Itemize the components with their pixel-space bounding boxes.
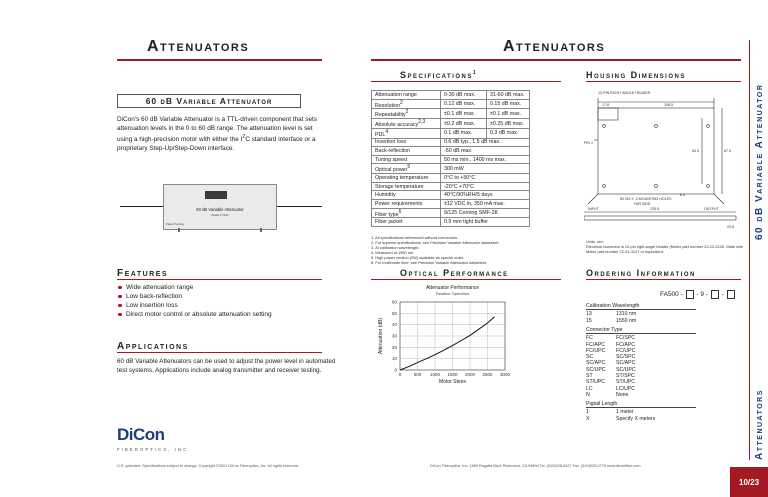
side-label-bottom: Attenuators	[754, 389, 765, 460]
x-tick-label: 0	[398, 372, 402, 377]
list-item: FC FC/SPC	[586, 335, 636, 342]
features-heading: Features	[117, 268, 169, 279]
intro-paragraph: DiCon’s 60 dB Variable Attenuator is a TTL-driven component that sets attenuation levels in the 0 to 60 dB range. The attenuation level is set using a high-precision motor with either the $I^2C$ standard interface or a proprietary Step-Up/Step-Down interface.	[117, 116, 317, 152]
output-label: OUTPUT	[704, 207, 719, 211]
dim-label: 6.5	[680, 193, 685, 197]
table-row: Humidity 40°C/90%RH/5 days	[372, 191, 530, 200]
device-model: Model # 1234	[211, 213, 229, 217]
specs-underline	[371, 81, 561, 82]
input-leader	[588, 194, 598, 204]
table-row: Tuning speed 50 ms min., 1400 ms max.	[372, 155, 530, 164]
footer-contact: DiCon Fiberoptics, Inc. 1689 Regatta Blvd. Richmond, CA 94804 Tel. (510)528-0427 Fax. (510)525-0776 www.diconfiber.com	[430, 464, 641, 468]
table-row: Attenuation range 0-30 dB max. 31-60 dB max.	[372, 91, 530, 100]
table-row: Repeatability2 ±0.1 dB max. ±0.1 dB max.	[372, 109, 530, 119]
x-tick-label: 1000	[429, 372, 441, 377]
pin-header-label: 12-PIN RIGHT ANGLE HEADER	[598, 91, 651, 95]
features-list	[117, 283, 272, 319]
ordering-underline	[586, 279, 741, 280]
housing-dimensions-heading: Housing Dimensions	[586, 70, 686, 80]
part-field	[686, 290, 694, 299]
y-tick-label: 30	[391, 333, 397, 339]
pigtail-length-section: Pigtail Length 1 1 meter X Specify X meters	[586, 401, 696, 422]
mount-hole	[707, 185, 710, 188]
output-leader	[714, 194, 724, 204]
mount-hole	[603, 185, 606, 188]
y-tick-label: 60	[391, 299, 397, 305]
chart-title: Attenuator Performance	[425, 285, 480, 291]
list-item: X Specify X meters	[586, 415, 656, 422]
attenuation-chart	[376, 283, 556, 383]
note-item: 5. High power version (2W) available as special order.	[371, 255, 464, 260]
side-divider	[749, 40, 750, 460]
list-item: FC/APC FC/APC	[586, 341, 636, 348]
connector-type-section: Connector Type FC FC/SPC FC/APC FC/APC FC/UPC FC/UPC SC SC/SPC SC/APC SC/APC SC/UPC SC/UPC ST ST/SPC ST/UPC ST/UPC LC LC/UPC N None	[586, 327, 696, 398]
list-item: ST/UPC ST/UPC	[586, 379, 636, 386]
device-fiber-left	[120, 206, 164, 207]
device-fiber-right	[276, 206, 322, 207]
logo-tagline: FIBEROPTICS, INC	[117, 447, 189, 452]
list-item: 13 1310 nm	[586, 311, 637, 318]
housing-underline	[586, 81, 741, 82]
side-label-top: 60 dB Variable Attenuator	[754, 83, 765, 240]
list-item: SC/UPC SC/UPC	[586, 366, 636, 373]
right-page-title: Attenuators	[503, 38, 606, 55]
part-field	[711, 290, 719, 299]
part-field	[727, 290, 735, 299]
dicon-logo	[117, 425, 188, 452]
spec-notes	[371, 235, 499, 265]
dim-label: 67.0	[724, 149, 731, 153]
footer-copyright: U.S. patented. Specifications subject to change. Copyright ©2001 DiCon Fiberoptics, Inc. All rights reserved.	[117, 464, 299, 468]
optical-performance-heading: Optical Performance	[400, 268, 509, 278]
table-row: Absolute accuracy2,3 ±0.2 dB max. ±0.25 dB max.	[372, 119, 530, 129]
mount-hole	[707, 125, 710, 128]
x-tick-label: 2500	[482, 372, 493, 377]
far-side-label: FAR SIDE	[634, 202, 651, 206]
x-tick-label: 500	[413, 372, 422, 377]
input-label: INPUT	[588, 207, 599, 211]
device-display	[205, 191, 227, 199]
mount-hole	[603, 125, 606, 128]
logo-word: DiCon	[117, 425, 165, 444]
device-label: 60 dB Variable Attenuator	[196, 207, 244, 212]
list-item: 1 1 meter	[586, 409, 634, 416]
note-item: 1. All specifications referenced without connectors.	[371, 235, 459, 240]
y-tick-label: 20	[391, 344, 397, 350]
note-item: 3. At calibration wavelength.	[371, 245, 420, 250]
note-item: 6. For multimode fiber, see Precision Variable Attenuator datasheet.	[371, 260, 488, 265]
list-item: Direct motor control or absolute attenuation setting	[117, 310, 272, 319]
list-item: 15 1550 nm	[586, 317, 637, 324]
y-tick-label: 10	[391, 356, 397, 362]
table-row: Power requirements ±12 VDC in, 350 mA max.	[372, 199, 530, 208]
dim-label: 135.5	[650, 207, 659, 211]
calibration-wavelength-section: Calibration Wavelength 13 1310 nm 15 1550 nm	[586, 303, 696, 324]
x-axis-label: Motor Steps	[439, 379, 466, 383]
list-item: ST ST/SPC	[586, 373, 635, 380]
dim-label: 54.0	[692, 149, 699, 153]
page-number: 10/23	[730, 467, 768, 497]
side-view	[584, 216, 736, 220]
specifications-table	[371, 90, 530, 227]
device-patent: Patent Pending	[166, 223, 184, 226]
mount-label: 6X M3 X .5 MOUNTING HOLES	[620, 197, 672, 201]
dim-label: 17.8	[602, 103, 609, 107]
units-note: Units: mm Electrical connector is 12-pin right-angle header (Molex part number 22-12-2126. Mate with Molex part number 22-01-3127 or equivalent.	[586, 239, 744, 254]
table-row: PDL4 0.1 dB max. 0.3 dB max.	[372, 128, 530, 138]
applications-text: 60 dB Variable Attenuators can be used to adjust the power level in automated test systems. Applications include analog transmitter and receiver testing.	[117, 358, 336, 375]
pin1-label: PIN 1	[584, 141, 593, 145]
list-item: SC/APC SC/APC	[586, 360, 636, 367]
list-item: Low back-reflection	[117, 292, 272, 301]
mount-hole	[655, 185, 658, 188]
table-row: Storage temperature -20°C +70°C	[372, 182, 530, 191]
optical-underline	[371, 279, 561, 280]
x-tick-label: 1500	[447, 372, 458, 377]
table-row: Fiber jacket 0.9 mm tight buffer	[372, 218, 530, 227]
device-foot	[260, 228, 262, 232]
table-row: Resolution2 0.12 dB max. 0.15 dB max.	[372, 99, 530, 109]
device-photo	[163, 184, 277, 230]
note-item: 2. For superior specifications, see Precision Variable Attenuator datasheet.	[371, 240, 500, 245]
title-underline-right	[371, 59, 741, 61]
x-tick-label: 3000	[499, 372, 511, 377]
table-row: Fiber type6 9/125 Corning SMF-28	[372, 208, 530, 218]
features-underline	[117, 279, 322, 280]
header-outline	[598, 108, 618, 120]
y-tick-label: 50	[391, 310, 397, 316]
table-row: Operating temperature 0°C to +50°C	[372, 174, 530, 183]
applications-heading: Applications	[117, 341, 189, 352]
note-item: 4. Measured at 1550 nm.	[371, 250, 415, 255]
y-tick-label: 0	[394, 367, 397, 373]
applications-underline	[117, 352, 322, 353]
list-item: SC SC/SPC	[586, 354, 636, 361]
dim-label: 20.8	[727, 225, 734, 229]
device-foot	[178, 228, 180, 232]
chart-subtitle: Relative Operation	[435, 291, 470, 296]
mount-hole	[655, 125, 658, 128]
table-row: Insertion loss 0.6 dB typ., 1.5 dB max.	[372, 138, 530, 147]
table-row: Back-reflection -50 dB max.	[372, 147, 530, 156]
y-axis-label: Attenuation (dB)	[378, 317, 384, 355]
table-row: Optical power5 300 mW	[372, 164, 530, 174]
specifications-heading: Specifications$^1$	[400, 70, 478, 80]
dim-label: 106.5	[664, 103, 673, 107]
y-tick-label: 40	[391, 322, 397, 328]
list-item: Low insertion loss	[117, 301, 272, 310]
list-item: FC/UPC FC/UPC	[586, 347, 636, 354]
x-tick-label: 2000	[464, 372, 476, 377]
part-number: FA500 - - 9 - -	[660, 290, 736, 299]
ordering-information-heading: Ordering Information	[586, 268, 696, 278]
left-page-title: Attenuators	[147, 38, 250, 55]
list-item: N None	[586, 391, 629, 398]
list-item: LC LC/UPC	[586, 385, 636, 392]
product-title: 60 dB Variable Attenuator	[117, 94, 301, 108]
title-underline-left	[117, 59, 322, 61]
housing-drawing	[584, 86, 744, 234]
list-item: Wide attenuation range	[117, 283, 272, 292]
